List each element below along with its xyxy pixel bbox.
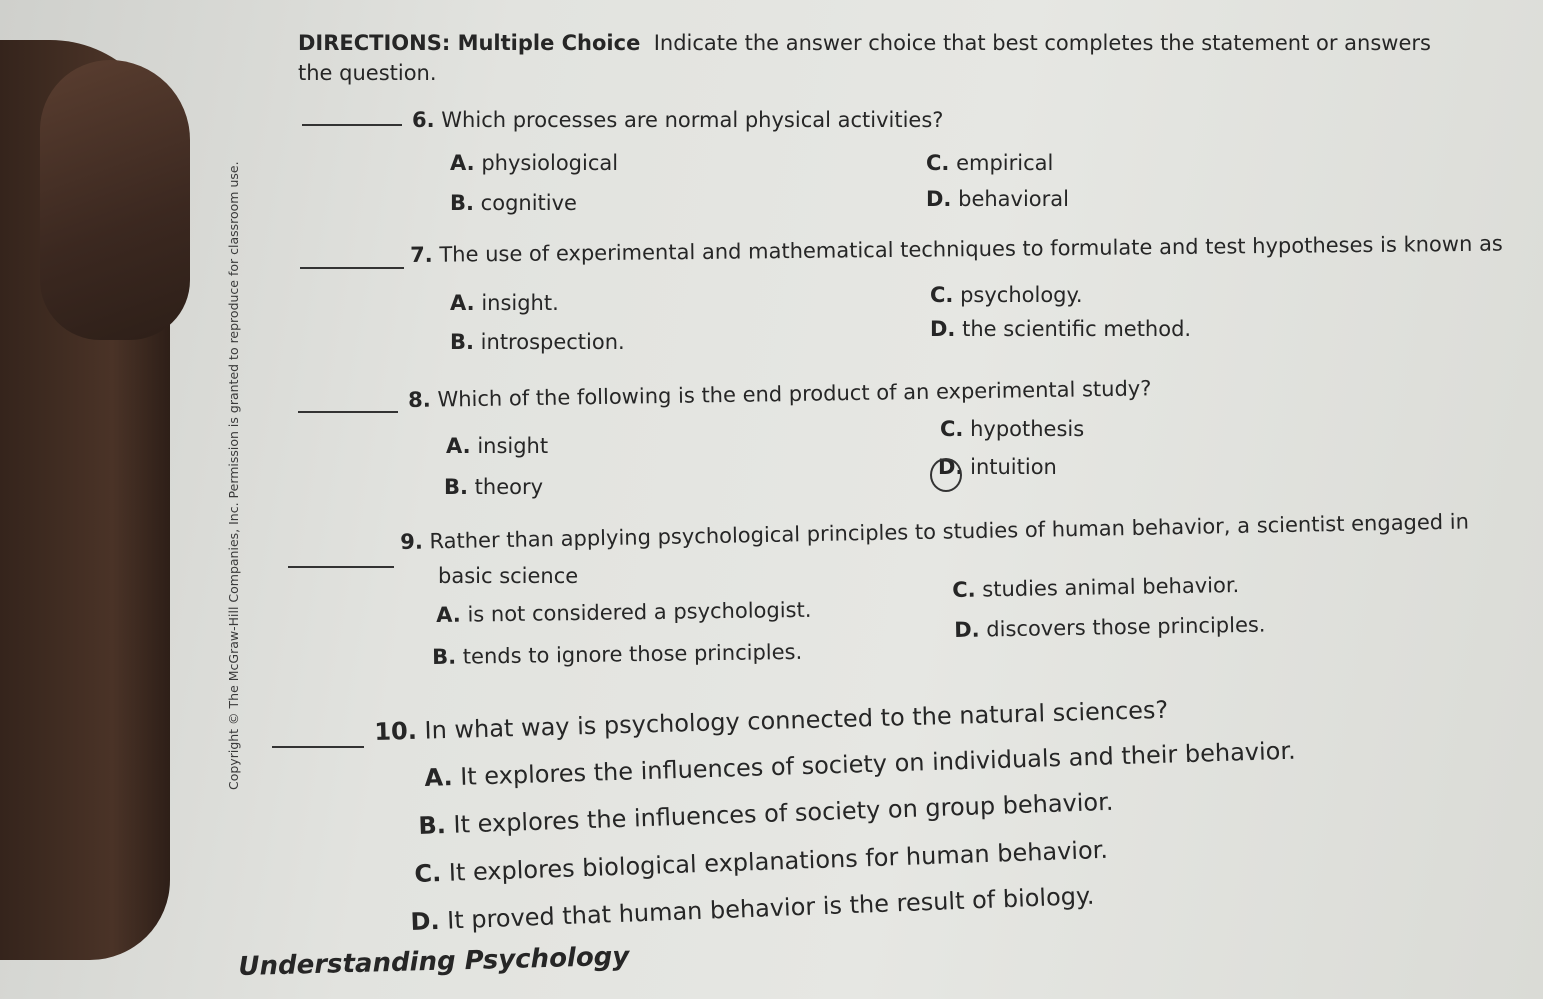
directions <box>298 28 1431 88</box>
copyright-notice: Copyright © The McGraw-Hill Companies, Inc. Permission is granted to reproduce for classroom use. <box>226 161 241 790</box>
answer-circle-mark <box>930 458 962 492</box>
option-6c: C. empirical <box>926 151 1054 175</box>
question-text: In what way is psychology connected to the natural sciences? <box>424 695 1169 745</box>
option-10a: A. It explores the influences of society on individuals and their behavior. <box>424 736 1297 792</box>
question-text: Which of the following is the end product of an experimental study? <box>437 376 1152 412</box>
option-9a: A. is not considered a psychologist. <box>436 597 812 627</box>
question-number: 10. <box>374 716 418 746</box>
option-8a: A. insight <box>446 434 549 458</box>
question-text: Rather than applying psychological principles to studies of human behavior, a scientist engaged in <box>429 509 1470 554</box>
question-9 <box>400 509 1469 554</box>
question-number: 7. <box>410 242 433 267</box>
answer-blank-8[interactable] <box>298 411 398 413</box>
thumb <box>40 60 190 340</box>
question-7 <box>410 232 1503 267</box>
option-8d: D. intuition <box>938 455 1057 479</box>
option-6a: A. physiological <box>450 151 619 175</box>
directions-text: Indicate the answer choice that best completes the statement or answers <box>653 31 1431 55</box>
option-9b: B. tends to ignore those principles. <box>432 639 803 669</box>
question-8 <box>408 376 1152 412</box>
option-7a: A. insight. <box>450 291 559 315</box>
question-10 <box>374 696 1169 746</box>
answer-blank-10[interactable] <box>272 746 364 748</box>
option-6d: D. behavioral <box>926 187 1069 211</box>
option-10c: C. It explores biological explanations for human behavior. <box>414 835 1109 888</box>
answer-blank-6[interactable] <box>302 124 402 126</box>
answer-blank-9[interactable] <box>288 566 394 568</box>
option-10b: B. It explores the influences of society on group behavior. <box>418 787 1114 840</box>
option-6b: B. cognitive <box>450 191 577 215</box>
option-7b: B. introspection. <box>450 330 625 354</box>
footer-title: Understanding Psychology <box>238 941 630 982</box>
option-9d: D. discovers those principles. <box>954 612 1266 642</box>
question-text: Which processes are normal physical activities? <box>441 108 944 132</box>
question-9-line2: basic science <box>438 564 579 588</box>
option-9c: C. studies animal behavior. <box>952 572 1240 602</box>
option-8c: C. hypothesis <box>940 417 1085 441</box>
option-10d: D. It proved that human behavior is the result of biology. <box>410 881 1095 936</box>
question-text: The use of experimental and mathematical techniques to formulate and test hypotheses is known as <box>439 231 1503 267</box>
question-number: 6. <box>412 108 435 132</box>
answer-blank-7[interactable] <box>300 267 404 269</box>
directions-label: DIRECTIONS: Multiple Choice <box>298 31 641 55</box>
question-number: 8. <box>408 387 431 412</box>
question-6 <box>412 108 943 132</box>
question-number: 9. <box>400 529 424 554</box>
option-8b: B. theory <box>444 475 544 499</box>
directions-text-line2: the question. <box>298 61 437 85</box>
option-7c: C. psychology. <box>930 283 1083 307</box>
option-7d: D. the scientific method. <box>930 317 1192 341</box>
